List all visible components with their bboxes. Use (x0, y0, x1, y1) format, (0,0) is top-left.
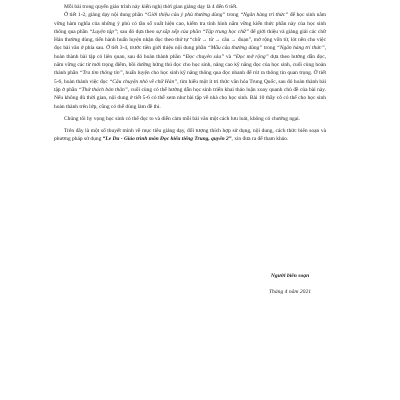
text-run: , tìm hiểu một ít tri thức văn hóa Trung Quốc, sau đó hoàn thành bài tập ở phần (54, 78, 326, 93)
paragraph-reading-hope: Chúng tôi hy vọng học sinh có thể đọc to và diễn cảm mỗi bài văn một cách lưu loát, không có chướng ngại. (64, 115, 301, 122)
signer-label: Người biên soạn (270, 273, 310, 279)
italic-term: “Mẫu câu thường dùng” (207, 45, 263, 52)
text-run: trong (262, 45, 277, 52)
italic-term: “Đọc chuyên sâu” (182, 53, 225, 60)
italic-term: “Câu chuyện nhỏ về chữ Hán” (109, 78, 178, 85)
signature-date: Tháng 4 năm 2021 (268, 289, 312, 295)
text-run: để học sinh nắm vững hàm nghĩa của những ý phù có tần số xuất hiện cao, kiểm tra tình hình nắm vững kiến thức phần này của học sinh thông qua phần (54, 12, 327, 35)
paragraph-lesson-time: Mỗi bài trong quyển giáo trình này kiến nghị thời gian giảng dạy là 4 đến 6 tiết. (64, 4, 238, 10)
text-run: Ở tiết 1-2, giảng dạy nội dung phần (64, 12, 145, 19)
italic-term: “Ngân hàng tri thức” (276, 45, 325, 52)
text-run: để giới thiệu và giảng giải các chữ Hán thường dùng, tiến hành huấn luyện nhận đọc theo thứ tự “chữ → từ → câu → đoạn”, mở rộng vốn từ, lót nền cho việc đọc bài văn ở phía sau. Ở tiết 3-4, trước tiên giới thiệu nội dung phần (54, 28, 326, 52)
text-run: , xin đưa ra để tham khảo. (231, 136, 289, 143)
italic-term: “Luyện tập” (89, 28, 117, 35)
paragraph-lesson-plan (54, 11, 326, 111)
text-run: , huấn luyện cho học sinh kỹ năng thông qua đọc nhanh để rút ra thông tin quan trọng. Ở tiết 5-6, hoàn thành việc đọc (54, 70, 326, 85)
italic-term: “Thử thách bản thân” (78, 86, 128, 93)
text-run: dựa theo hướng dẫn đọc, nắm vững các từ mới trọng điểm, bồi dưỡng hứng thú đọc cho học sinh, nâng cao kỹ năng đọc của học sinh, cuối cùng hoàn thành phần (54, 53, 326, 77)
text-run: , cuối cùng có thể hướng dẫn học sinh triển khai thảo luận xoay quanh chủ đề của bài này. Nếu không đủ thời gian, nội dung ở tiết 5-6 có thể xem như bài tập về nhà cho học sinh. Bài 10 thầy cô có thể cho học sinh hoàn thành trên lớp, cũng có thể dùng làm đề thi. (54, 86, 326, 110)
italic-term: “Đọc mở rộng” (232, 53, 269, 60)
text-run: và (224, 53, 233, 60)
italic-term: “Tra tìm thông tin” (79, 70, 123, 77)
text-run: , hoàn thành bài tập có liên quan, sau đó hoàn thành phần (54, 45, 327, 60)
text-run: trong (225, 12, 241, 19)
paragraph-conclusion (54, 127, 326, 144)
book-title: “Le Du - Giáo trình môn Đọc hiểu tiếng Trung, quyển 2” (102, 136, 232, 143)
text-run: ; sau đó dựa theo (117, 28, 156, 35)
signature-block (240, 271, 340, 297)
text-run: Trên đây là một số thuyết minh về mục tiêu giảng dạy, đối tượng thích hợp sử dụng, nội dung, cách thức biên soạn và phương pháp sử dụng (54, 128, 326, 143)
italic-term: “Ngân hàng tri thức” (240, 12, 289, 19)
italic-term: sự sắp xếp của phần “Tập trung học chữ” (156, 28, 249, 35)
italic-term: “Giới thiệu câu ý phù thường dùng” (144, 12, 226, 19)
